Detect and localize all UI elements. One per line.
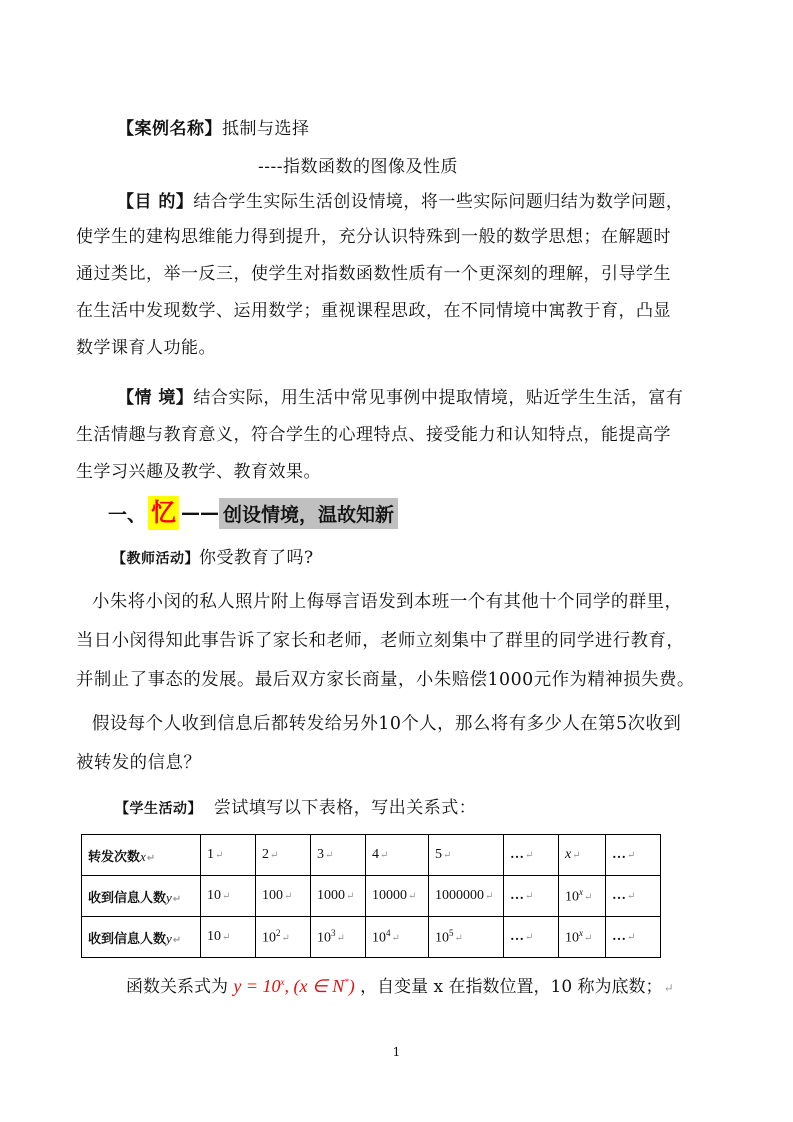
assume-line-2: 被转发的信息？ [76,753,202,773]
purpose-text: 结合学生实际生活创设情境，将一些实际问题归结为数学问题， [193,192,684,212]
table-cell: $10^4↵$ [366,917,429,958]
situation-line-3: 生学习兴趣及教学、教育效果。 [76,462,321,482]
table-cell: 2↵ [256,835,311,876]
purpose-label: 【目 的】 [117,192,194,212]
table-cell: …↵ [606,917,661,958]
table-cell: 10$^x$↵ [559,917,606,958]
table-cell: 1↵ [201,835,256,876]
table-cell: $10^2↵$ [256,917,311,958]
formula-line: 函数关系式为 $y = 10^x$, (x ∈ N*) ，自变量 x 在指数位置，10 称为底数；↵ [126,976,674,997]
table-cell: $10^3↵$ [311,917,366,958]
formula-math: $y = 10^x$, (x ∈ N*) [233,976,355,996]
section-prefix: 一、 [108,503,147,526]
table-cell: …↵ [504,835,559,876]
teacher-label: 【教师活动】 [112,551,199,567]
table-cell: 1000↵ [311,876,366,917]
table-cell: 100↵ [256,876,311,917]
table-cell: 3↵ [311,835,366,876]
purpose-line-4: 在生活中发现数学、运用数学；重视课程思政，在不同情境中寓教于育，凸显 [76,301,671,321]
student-activity [115,793,476,818]
student-text: 尝试填写以下表格，写出关系式： [213,798,477,818]
teacher-activity [112,543,314,568]
purpose-line-1 [117,187,683,212]
table-cell: 10↵ [201,876,256,917]
story-line-1: 小朱将小闵的私人照片附上侮辱言语发到本班一个有其他十个同学的群里， [92,592,683,612]
table-cell: 10↵ [201,917,256,958]
formula-intro: 函数关系式为 [126,977,228,997]
subtitle: ----指数函数的图像及性质 [258,157,458,177]
table-cell: …↵ [504,876,559,917]
table-cell: …↵ [606,835,661,876]
table-cell: …↵ [504,917,559,958]
section-title: 创设情境，温故知新 [219,498,398,529]
row-header-receivers-power: 收到信息人数y↵ [82,917,201,958]
situation-line-1 [117,383,683,408]
table-cell: $10^5↵$ [429,917,504,958]
purpose-line-2: 使学生的建构思维能力得到提升，充分认识特殊到一般的数学思想；在解题时 [76,227,671,247]
table-cell: 1000000↵ [429,876,504,917]
situation-label: 【情 境】 [117,388,194,408]
teacher-question: 你受教育了吗? [199,548,314,568]
table-cell: 10000↵ [366,876,429,917]
situation-text: 结合实际，用生活中常见事例中提取情境，贴近学生生活，富有 [193,388,684,408]
table-cell: …↵ [606,876,661,917]
student-label: 【学生活动】 [115,801,202,817]
story-line-3: 并制止了事态的发展。最后双方家长商量，小朱赔偿1000元作为精神损失费。 [76,670,695,690]
purpose-line-3: 通过类比，举一反三，使学生对指数函数性质有一个更深刻的理解，引导学生 [76,264,671,284]
table-cell: 5↵ [429,835,504,876]
story-line-2: 当日小闵得知此事告诉了家长和老师，老师立刻集中了群里的同学进行教育， [76,631,685,651]
situation-line-2: 生活情趣与教育意义，符合学生的心理特点、接受能力和认知特点，能提高学 [76,425,671,445]
case-label: 【案例名称】 [117,119,222,139]
row-header-forwards: 转发次数x↵ [82,835,201,876]
table-row [82,835,661,876]
table-row [82,917,661,958]
assume-line-1: 假设每个人收到信息后都转发给另外10个人，那么将有多少人在第5次收到 [92,714,682,734]
section-dash: —— [181,502,220,524]
data-table [81,834,661,958]
section-highlight: 忆 [148,496,179,530]
case-title: 抵制与选择 [222,119,310,139]
table-row [82,876,661,917]
formula-explanation: ，自变量 x 在指数位置，10 称为底数； [360,977,663,997]
table-cell: x↵ [559,835,606,876]
case-name-line [117,114,310,139]
purpose-line-5: 数学课育人功能。 [76,338,216,358]
section-heading [108,494,398,532]
row-header-receivers: 收到信息人数y↵ [82,876,201,917]
table-cell: 10$^x$↵ [559,876,606,917]
table-cell: 4↵ [366,835,429,876]
page-number: 1 [392,1045,401,1059]
